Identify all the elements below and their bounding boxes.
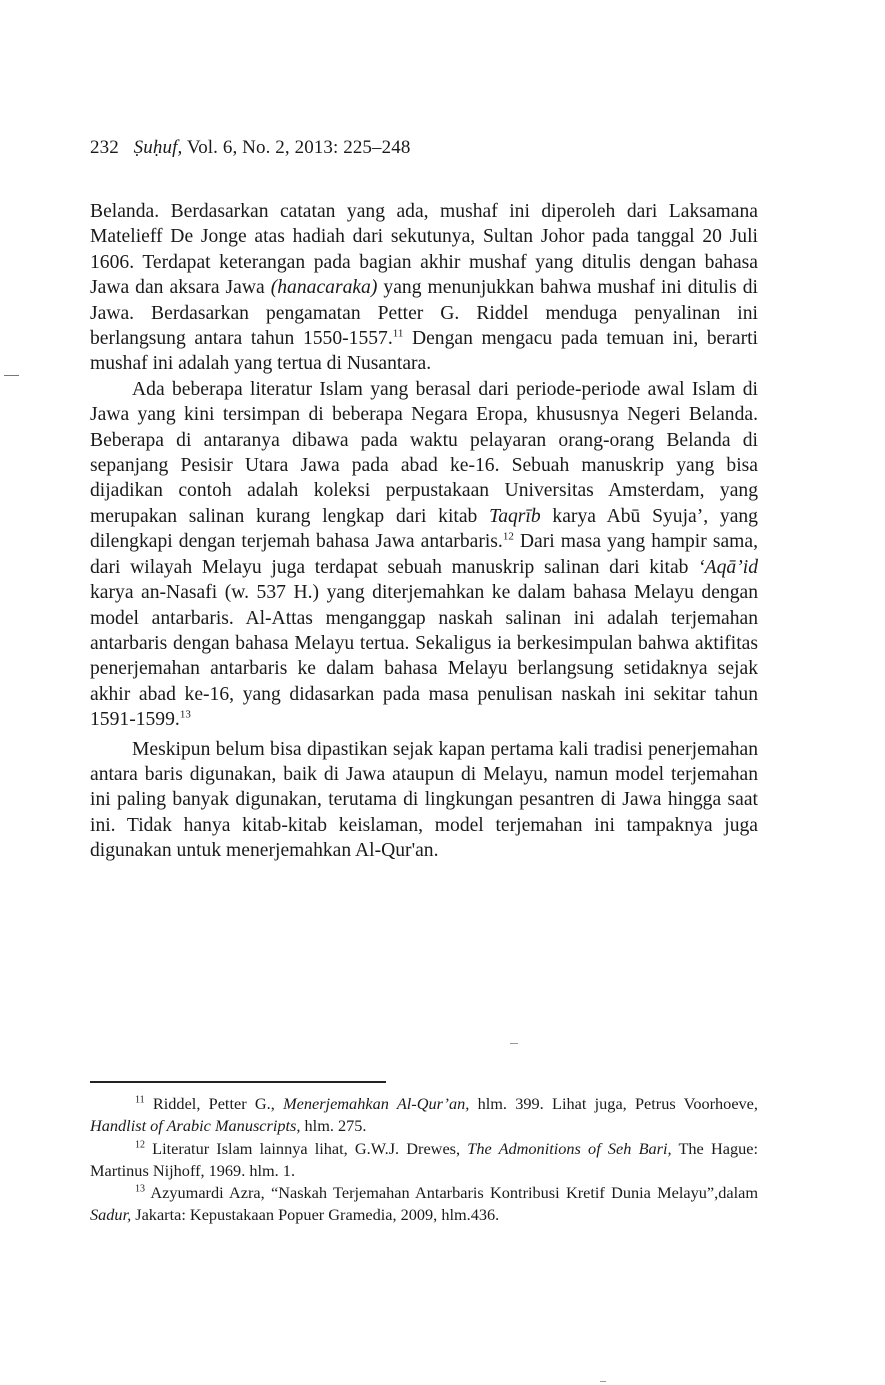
- page-number: 232: [90, 137, 119, 158]
- footnote-text: hlm. 399. Lihat juga, Petrus Voorhoeve,: [469, 1094, 758, 1113]
- para2-text-d: karya an-Nasafi (w. 537 H.) yang diterjemahkan ke dalam bahasa Melayu dengan model antarbaris. Al-Attas menganggap naskah salinan ini adalah terjemahan antarbaris dengan bahasa Melayu tertua. Sekaligus ia berkesimpulan bahwa aktifitas penerjemahan antarbaris ke dalam bahasa Melayu berlangsung setidaknya sejak akhir abad ke-16, yang didasarkan pada masa penulisan naskah ini sekitar tahun 1591-1599.: [90, 582, 758, 731]
- footnote-ref-13[interactable]: 13: [179, 708, 191, 721]
- footnote-13: [90, 1182, 758, 1227]
- footnote-number: 12: [135, 1139, 145, 1151]
- footnote-text: Azyumardi Azra, “Naskah Terjemahan Antarbaris Kontribusi Kretif Dunia Melayu”,dalam: [145, 1183, 758, 1203]
- paragraph-3: Meskipun belum bisa dipastikan sejak kapan pertama kali tradisi penerjemahan antara baris digunakan, baik di Jawa ataupun di Melayu, namun model terjemahan ini paling banyak digunakan, terutama di lingkungan pesantren di Jawa hingga saat ini. Tidak hanya kitab-kitab keislaman, model terjemahan ini tampaknya juga digunakan untuk menerjemahkan Al-Qur'an.: [90, 738, 758, 862]
- footnote-number: 13: [135, 1183, 145, 1195]
- footnote-text: The Hague: Martinus Nijhoff, 1969. hlm. 1.: [90, 1138, 758, 1180]
- footnote-text: Jakarta: Kepustakaan Popuer Gramedia, 2009, hlm.436.: [131, 1205, 500, 1225]
- margin-mark: [4, 375, 19, 376]
- footnote-italic: Menerjemahkan Al-Qur’an,: [283, 1094, 470, 1113]
- journal-citation: Vol. 6, No. 2, 2013: 225–248: [186, 137, 411, 158]
- footnotes: [90, 1093, 758, 1227]
- footnote-text: Literatur Islam lainnya lihat, G.W.J. Drewes,: [145, 1138, 468, 1158]
- para1-text-b: yang menunjukkan bahwa mushaf ini ditulis di Jawa. Berdasarkan pengamatan Petter G. Riddel menduga penyalinan ini berlangsung antara tahun 1550-1557.: [90, 277, 758, 350]
- footnote-italic: Handlist of Arabic Manuscripts,: [90, 1116, 301, 1136]
- footnote-divider: [90, 1081, 386, 1083]
- para1-text-a: Belanda. Berdasarkan catatan yang ada, mushaf ini diperoleh dari Laksamana Matelieff De Jonge atas hadiah dari sekutunya, Sultan Johor pada tanggal 20 Juli 1606. Terdapat keterangan pada bagian akhir mushaf yang ditulis dengan bahasa Jawa dan aksara Jawa: [90, 201, 758, 299]
- paragraph-2: [90, 377, 758, 733]
- footnote-ref-12[interactable]: 12: [502, 530, 514, 543]
- para2-italic-taqrib: Taqrīb: [489, 505, 541, 527]
- footnote-11: [90, 1093, 758, 1138]
- para1-italic-hanacaraka: (hanacaraka): [270, 277, 378, 299]
- scan-speck: [600, 1381, 606, 1382]
- para2-text-b: karya Abū Syuja’, yang dilengkapi dengan terjemah bahasa Jawa antarbaris.: [90, 505, 758, 553]
- para2-italic-aqaid: ‘Aqā’id: [698, 556, 758, 578]
- running-header: [90, 137, 410, 159]
- para1-text-c: Dengan mengacu pada temuan ini, berarti mushaf ini adalah yang tertua di Nusantara.: [90, 328, 758, 375]
- footnote-text: hlm. 275.: [300, 1116, 367, 1136]
- scan-speck: [510, 1043, 518, 1044]
- footnote-italic: Sadur,: [90, 1205, 132, 1225]
- para2-text-c: Dari masa yang hampir sama, dari wilayah Melayu juga terdapat sebuah manuskrip salinan dari kitab: [90, 531, 758, 578]
- paragraph-1: [90, 199, 758, 377]
- footnote-text: Riddel, Petter G.,: [144, 1094, 284, 1113]
- body-text: [90, 199, 758, 864]
- footnote-12: [90, 1138, 758, 1183]
- journal-title: Ṣuḥuf,: [133, 137, 183, 158]
- footnote-number: 11: [135, 1094, 145, 1106]
- para2-text-a: Ada beberapa literatur Islam yang berasal dari periode-periode awal Islam di Jawa yang kini tersimpan di beberapa Negara Eropa, khususnya Negeri Belanda. Beberapa di antaranya dibawa pada waktu pelayaran orang-orang Belanda di sepanjang Pesisir Utara Jawa pada abad ke-16. Sebuah manuskrip yang bisa dijadikan contoh adalah koleksi perpustakaan Universitas Amsterdam, yang merupakan salinan kurang lengkap dari kitab: [90, 378, 758, 527]
- footnote-ref-11[interactable]: 11: [392, 327, 404, 340]
- footnote-italic: The Admonitions of Seh Bari,: [467, 1138, 672, 1158]
